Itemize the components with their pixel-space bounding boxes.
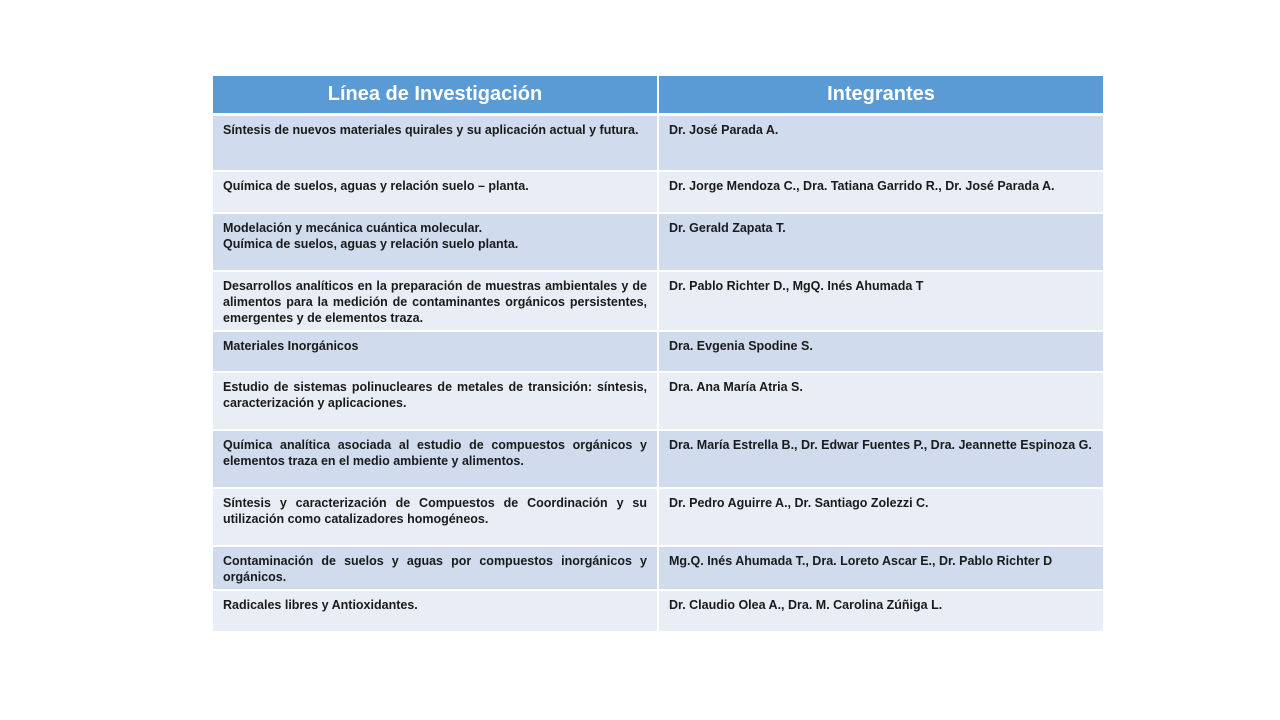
research-lines-table: [213, 76, 1103, 633]
table-row: [213, 430, 1103, 488]
research-line-cell: Radicales libres y Antioxidantes.: [213, 590, 658, 632]
members-cell: Dra. María Estrella B., Dr. Edwar Fuentes P., Dra. Jeannette Espinoza G.: [658, 430, 1103, 488]
research-line-text-2: Química de suelos, aguas y relación suelo planta.: [223, 236, 519, 251]
table-row: [213, 372, 1103, 430]
research-line-cell: Estudio de sistemas polinucleares de metales de transición: síntesis, caracterización y aplicaciones.: [213, 372, 658, 430]
table-row: [213, 546, 1103, 590]
research-line-cell: Síntesis y caracterización de Compuestos de Coordinación y su utilización como catalizadores homogéneos.: [213, 488, 658, 546]
table-row: [213, 213, 1103, 271]
members-cell: Mg.Q. Inés Ahumada T., Dra. Loreto Ascar E., Dr. Pablo Richter D: [658, 546, 1103, 590]
research-line-cell: Síntesis de nuevos materiales quirales y su aplicación actual y futura.: [213, 115, 658, 171]
research-line-cell: [213, 213, 658, 271]
table-row: [213, 590, 1103, 632]
research-line-text: Modelación y mecánica cuántica molecular.: [223, 220, 483, 235]
table-row: [213, 488, 1103, 546]
table-header-row: [213, 76, 1103, 115]
members-cell: Dr. José Parada A.: [658, 115, 1103, 171]
header-members: Integrantes: [658, 76, 1103, 115]
members-cell: Dr. Jorge Mendoza C., Dra. Tatiana Garrido R., Dr. José Parada A.: [658, 171, 1103, 213]
members-cell: Dra. Evgenia Spodine S.: [658, 331, 1103, 372]
research-line-cell: Química de suelos, aguas y relación suelo – planta.: [213, 171, 658, 213]
table-row: [213, 115, 1103, 171]
table-row: [213, 331, 1103, 372]
members-cell: Dr. Claudio Olea A., Dra. M. Carolina Zúñiga L.: [658, 590, 1103, 632]
research-line-cell: Química analítica asociada al estudio de compuestos orgánicos y elementos traza en el medio ambiente y alimentos.: [213, 430, 658, 488]
members-cell: Dr. Gerald Zapata T.: [658, 213, 1103, 271]
members-cell: Dra. Ana María Atria S.: [658, 372, 1103, 430]
research-line-cell: Materiales Inorgánicos: [213, 331, 658, 372]
members-cell: Dr. Pedro Aguirre A., Dr. Santiago Zolezzi C.: [658, 488, 1103, 546]
header-research-line: Línea de Investigación: [213, 76, 658, 115]
members-cell: Dr. Pablo Richter D., MgQ. Inés Ahumada T: [658, 271, 1103, 331]
research-line-cell: Contaminación de suelos y aguas por compuestos inorgánicos y orgánicos.: [213, 546, 658, 590]
table-row: [213, 271, 1103, 331]
table-row: [213, 171, 1103, 213]
research-line-cell: Desarrollos analíticos en la preparación de muestras ambientales y de alimentos para la medición de contaminantes orgánicos persistentes, emergentes y de elementos traza.: [213, 271, 658, 331]
